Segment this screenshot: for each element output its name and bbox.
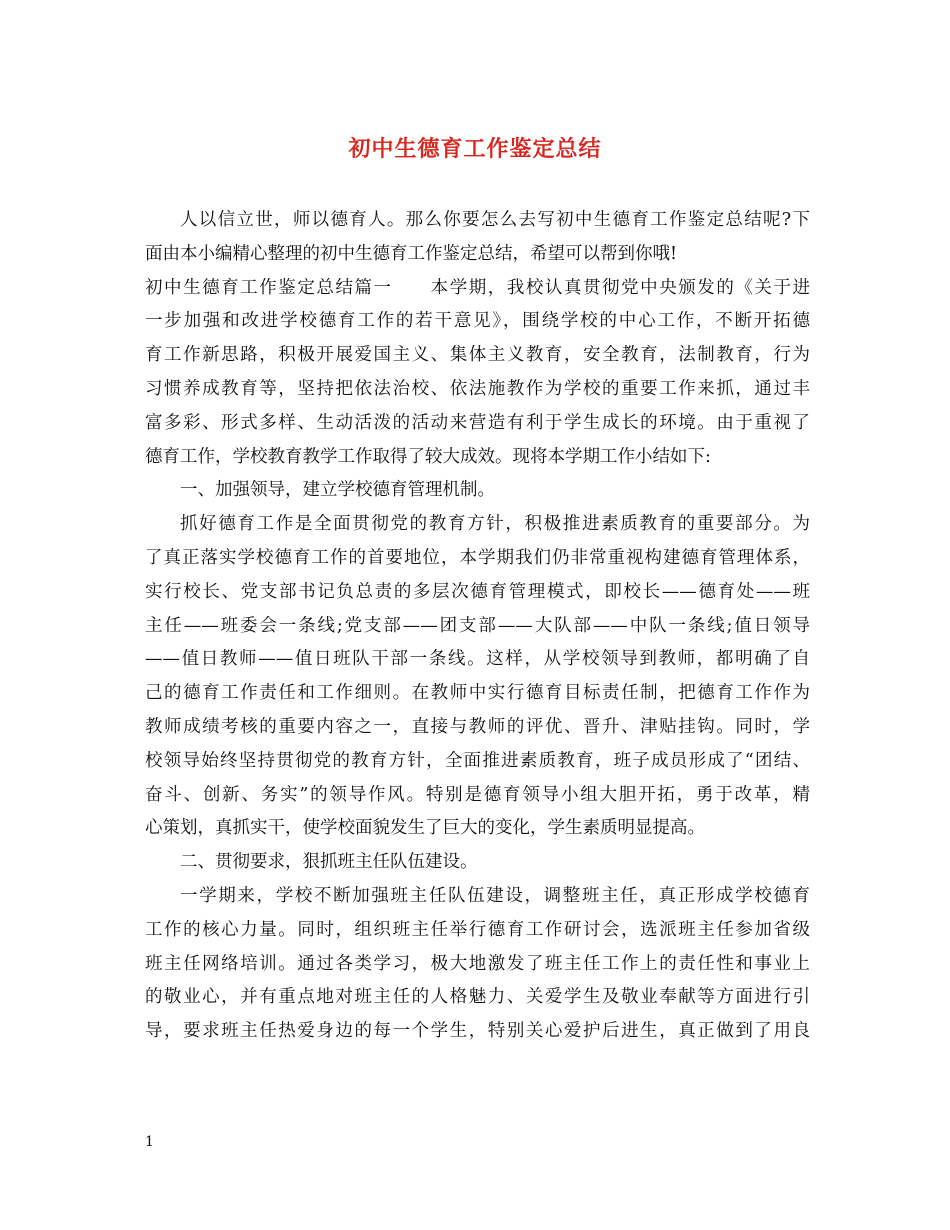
- body-text-line: ——值日教师——值日班队干部一条线。这样，从学校领导到教师，都明确了自: [145, 649, 810, 670]
- body-text-line: 育工作新思路，积极开展爱国主义、集体主义教育，安全教育，法制教育，行为: [145, 345, 810, 366]
- body-text-line: 初中生德育工作鉴定总结篇一 本学期，我校认真贯彻党中央颁发的《关于进: [145, 277, 810, 298]
- document-title: 初中生德育工作鉴定总结: [348, 136, 602, 162]
- body-text-line: 班主任网络培训。通过各类学习，极大地激发了班主任工作上的责任性和事业上: [145, 953, 810, 974]
- body-text-line: 奋斗、创新、务实”的领导作风。特别是德育领导小组大胆开拓，勇于改革，精: [145, 784, 810, 805]
- page-number: 1: [145, 1134, 154, 1150]
- body-text-line: 一、加强领导，建立学校德育管理机制。: [180, 480, 495, 501]
- body-text-line: 抓好德育工作是全面贯彻党的教育方针，积极推进素质教育的重要部分。为: [180, 514, 810, 535]
- body-text-line: 二、贯彻要求，狠抓班主任队伍建设。: [180, 852, 478, 873]
- body-text-line: 了真正落实学校德育工作的首要地位，本学期我们仍非常重视构建德育管理体系，: [145, 547, 810, 568]
- body-text-line: 德育工作，学校教育教学工作取得了较大成效。现将本学期工作小结如下:: [145, 446, 711, 467]
- body-text-line: 习惯养成教育等，坚持把依法治校、依法施教作为学校的重要工作来抓，通过丰: [145, 378, 810, 399]
- body-text-line: 心策划，真抓实干，使学校面貌发生了巨大的变化，学生素质明显提高。: [145, 818, 705, 839]
- body-text-line: 教师成绩考核的重要内容之一，直接与教师的评优、晋升、津贴挂钩。同时，学: [145, 716, 810, 737]
- document-body: [145, 204, 810, 1049]
- body-text-line: 人以信立世，师以德育人。那么你要怎么去写初中生德育工作鉴定总结呢?下: [180, 210, 810, 230]
- body-text-line: 主任——班委会一条线;党支部——团支部——大队部——中队一条线;值日领导: [145, 615, 810, 636]
- body-text-line: 富多彩、形式多样、生动活泼的活动来营造有利于学生成长的环境。由于重视了: [145, 412, 810, 433]
- body-text-line: 导，要求班主任热爱身边的每一个学生，特别关心爱护后进生，真正做到了用良: [145, 1021, 810, 1042]
- body-text-line: 一学期来，学校不断加强班主任队伍建设，调整班主任，真正形成学校德育: [180, 885, 810, 906]
- body-text-line: 的敬业心，并有重点地对班主任的人格魅力、关爱学生及敬业奉献等方面进行引: [145, 987, 810, 1008]
- body-text-line: 工作的核心力量。同时，组织班主任举行德育工作研讨会，选派班主任参加省级: [145, 919, 810, 940]
- body-text-line: 一步加强和改进学校德育工作的若干意见》，围绕学校的中心工作，不断开拓德: [145, 311, 810, 332]
- body-text-line: 实行校长、党支部书记负总责的多层次德育管理模式，即校长——德育处——班: [145, 581, 810, 602]
- body-text-line: 己的德育工作责任和工作细则。在教师中实行德育目标责任制，把德育工作作为: [145, 683, 810, 704]
- body-text-line: 面由本小编精心整理的初中生德育工作鉴定总结，希望可以帮到你哦!: [145, 243, 678, 264]
- body-text-line: 校领导始终坚持贯彻党的教育方针，全面推进素质教育，班子成员形成了“团结、: [145, 750, 810, 771]
